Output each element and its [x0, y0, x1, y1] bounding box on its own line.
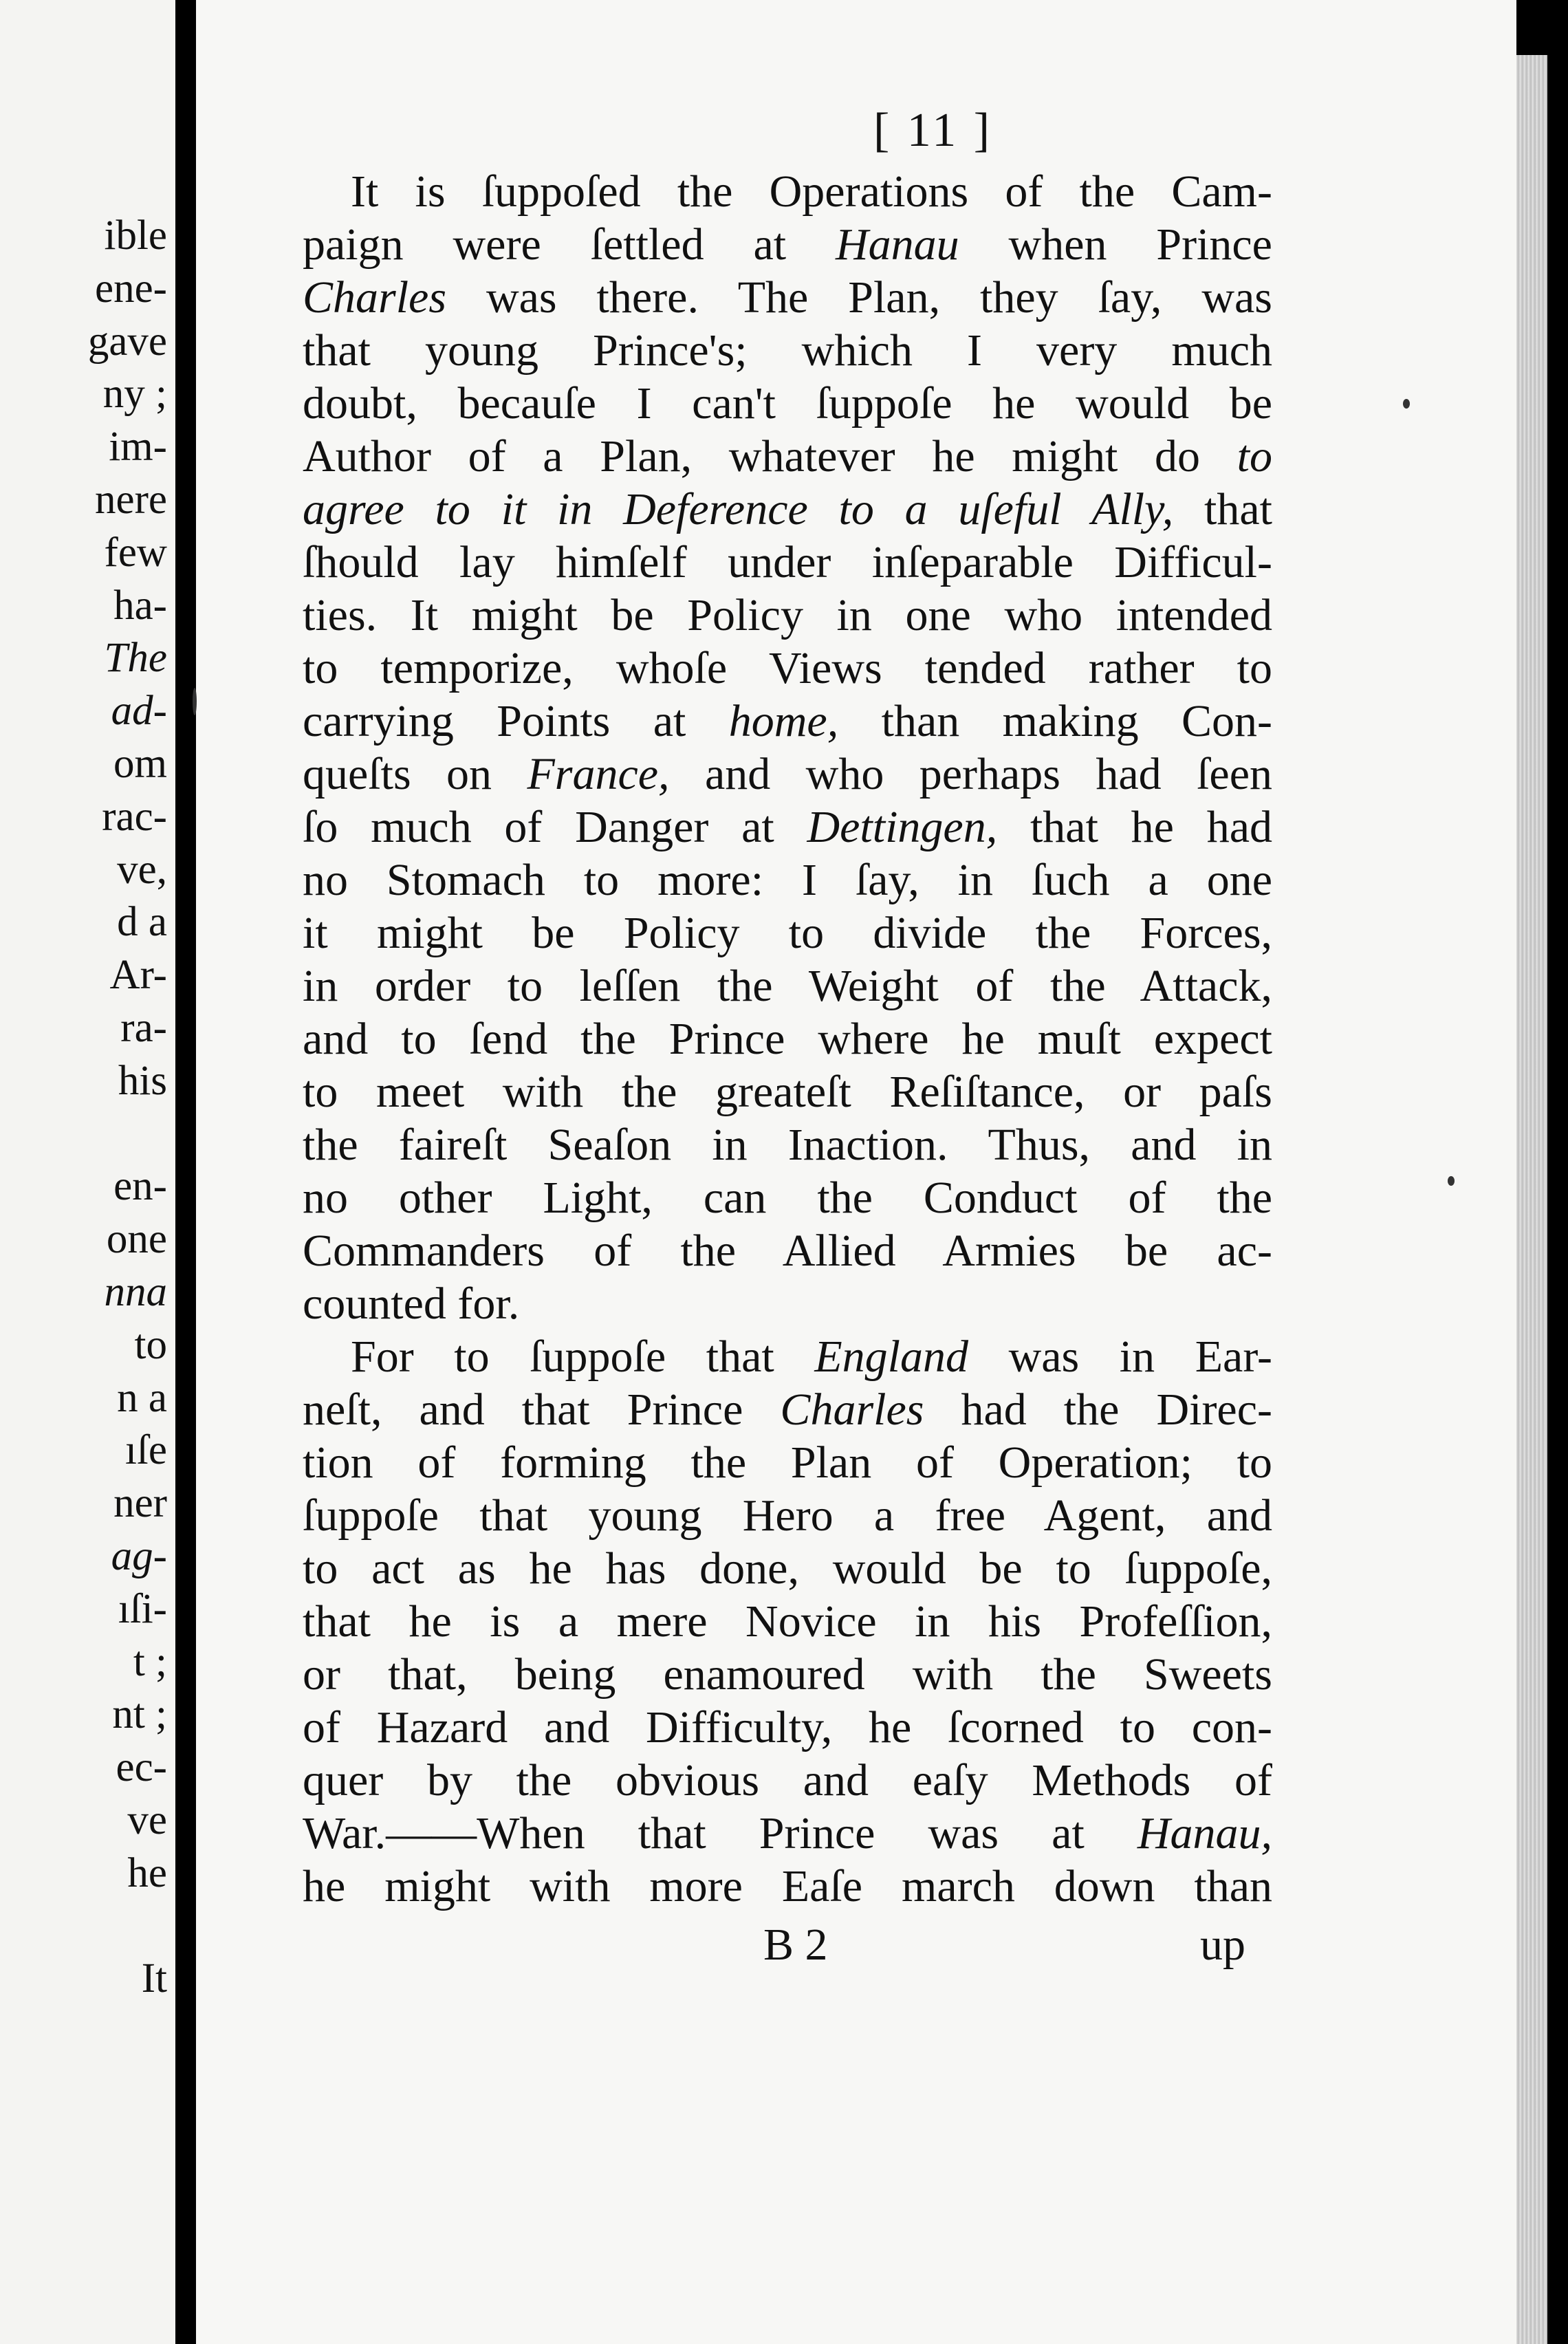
- facing-page-fragment: he: [127, 1849, 167, 1896]
- text-line: or that, being enamoured with the Sweets: [303, 1649, 1272, 1700]
- body-text: [303, 165, 1272, 1913]
- text-line: queſts on France, and who perhaps had ſeen: [303, 749, 1272, 799]
- facing-page-fragment: ny ;: [102, 371, 167, 417]
- text-line: that he is a mere Novice in his Profeſſion,: [303, 1596, 1272, 1647]
- paragraph: [303, 165, 1272, 1330]
- text-line: ſuppoſe that young Hero a free Agent, and: [303, 1490, 1272, 1541]
- facing-page-fragment: ner: [113, 1480, 167, 1527]
- text-line: no other Light, can the Conduct of the: [303, 1173, 1272, 1223]
- text-line: the faireſt Seaſon in Inaction. Thus, and in: [303, 1120, 1272, 1170]
- text-line: Charles was there. The Plan, they ſay, was: [303, 272, 1272, 323]
- facing-page-fragment: nere: [95, 477, 167, 523]
- text-line: and to ſend the Prince where he muſt expect: [303, 1014, 1272, 1064]
- facing-page-fragment: ve: [127, 1797, 167, 1843]
- text-line: to temporize, whoſe Views tended rather to: [303, 643, 1272, 693]
- paper-speck: [1403, 399, 1410, 409]
- text-line: he might with more Eaſe march down than: [303, 1861, 1272, 1911]
- facing-page-fragment: nna: [104, 1269, 167, 1315]
- text-line: War.——When that Prince was at Hanau,: [303, 1808, 1272, 1858]
- page-stack-edge: [1516, 55, 1547, 2344]
- facing-page-fragment: t ;: [133, 1638, 167, 1685]
- text-line: paign were ſettled at Hanau when Prince: [303, 219, 1272, 270]
- text-line: to meet with the greateſt Reſiſtance, or paſs: [303, 1067, 1272, 1117]
- text-line: ties. It might be Policy in one who intended: [303, 590, 1272, 640]
- page-number: [ 11 ]: [873, 104, 993, 157]
- facing-page-fragment: n a: [117, 1374, 167, 1421]
- facing-page-fragment: Ar-: [109, 952, 167, 999]
- facing-page-fragment: ve,: [117, 846, 167, 893]
- text-line: ſhould lay himſelf under inſeparable Difficul-: [303, 537, 1272, 587]
- facing-page-fragment: ıſe: [125, 1427, 167, 1474]
- book-gutter: [175, 0, 196, 2344]
- text-line: Author of a Plan, whatever he might do to: [303, 431, 1272, 481]
- paper-speck: [193, 688, 197, 715]
- text-line: Commanders of the Allied Armies be ac-: [303, 1226, 1272, 1276]
- text-line: it might be Policy to divide the Forces,: [303, 908, 1272, 958]
- facing-page-fragment: rac-: [102, 793, 167, 840]
- catchword: up: [1200, 1920, 1245, 1970]
- facing-page-fragment: d a: [117, 899, 167, 946]
- facing-page-fragment: few: [104, 529, 167, 576]
- paragraph: [303, 1330, 1272, 1913]
- text-line: no Stomach to more: I ſay, in ſuch a one: [303, 855, 1272, 905]
- facing-page-fragment: im-: [109, 424, 167, 470]
- facing-page-fragment: gave: [87, 318, 167, 365]
- facing-page-fragment: ad-: [111, 688, 167, 735]
- text-line: doubt, becauſe I can't ſuppoſe he would be: [303, 378, 1272, 428]
- text-line: carrying Points at home, than making Con-: [303, 696, 1272, 746]
- facing-page-fragment: ec-: [116, 1744, 167, 1791]
- text-line: For to ſuppoſe that England was in Ear-: [351, 1332, 1272, 1382]
- text-line: It is ſuppoſed the Operations of the Cam-: [351, 166, 1272, 217]
- text-line: tion of forming the Plan of Operation; to: [303, 1437, 1272, 1488]
- facing-page-fragment: om: [113, 741, 167, 787]
- facing-page-fragment: his: [118, 1057, 167, 1104]
- facing-page-fragment: ible: [104, 213, 167, 259]
- facing-page-fragment: The: [104, 635, 167, 682]
- facing-page-fragment: one: [106, 1216, 167, 1263]
- facing-page-fragment: nt ;: [112, 1691, 167, 1738]
- facing-page-fragment: ha-: [113, 582, 167, 629]
- text-line: quer by the obvious and eaſy Methods of: [303, 1755, 1272, 1805]
- signature-mark: B 2: [763, 1920, 828, 1970]
- text-line: neſt, and that Prince Charles had the Direc-: [303, 1385, 1272, 1435]
- text-line: in order to leſſen the Weight of the Attack,: [303, 961, 1272, 1011]
- facing-page-fragment: ıſi-: [118, 1585, 167, 1632]
- facing-page-fragment: ene-: [95, 265, 167, 312]
- text-line: that young Prince's; which I very much: [303, 325, 1272, 376]
- facing-page-fragment: to: [134, 1321, 167, 1368]
- facing-page-fragment: en-: [113, 1163, 167, 1210]
- text-line: to act as he has done, would be to ſuppoſe,: [303, 1543, 1272, 1594]
- paper-speck: [1448, 1176, 1455, 1186]
- text-line: of Hazard and Difficulty, he ſcorned to con-: [303, 1702, 1272, 1752]
- facing-page-fragment: ra-: [120, 1005, 167, 1051]
- facing-page-fragment: ag-: [111, 1533, 167, 1579]
- text-line: ſo much of Danger at Dettingen, that he had: [303, 802, 1272, 852]
- text-line: agree to it in Deference to a uſeful Ally, that: [303, 484, 1273, 534]
- facing-page-edge: [0, 0, 175, 2344]
- text-line: counted for.: [303, 1279, 520, 1329]
- facing-page-fragment: It: [141, 1955, 167, 2002]
